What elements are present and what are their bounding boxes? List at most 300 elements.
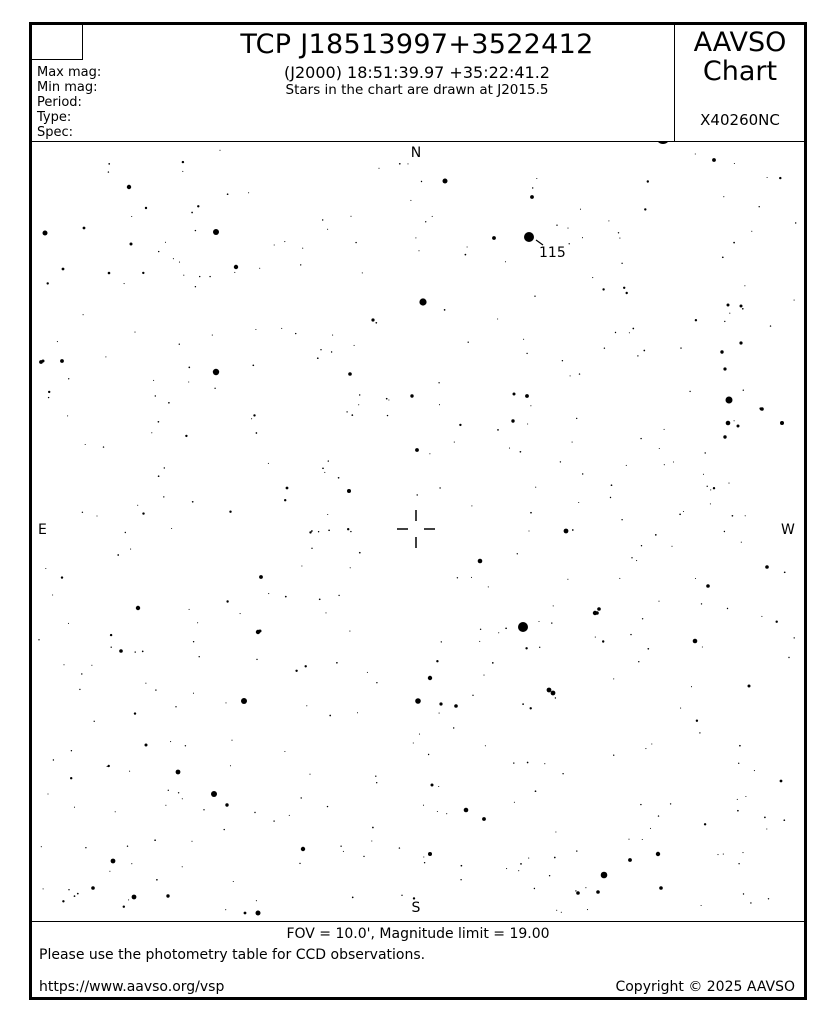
star [231,740,232,741]
star [701,905,702,906]
star [658,815,659,816]
star [457,577,458,578]
star [630,634,631,635]
star [284,499,286,501]
star [45,568,46,569]
star [733,242,735,244]
star [347,528,349,530]
star [726,421,731,426]
star-field [32,141,802,919]
star [611,484,613,486]
star [338,595,339,596]
star [527,423,528,424]
star [441,641,442,642]
star [765,565,769,569]
star [325,612,326,613]
star [576,891,580,895]
star [699,732,700,733]
star [130,243,133,246]
star [562,360,563,361]
star [62,268,65,271]
star [613,755,614,756]
star [417,494,418,495]
object-name: TCP J18513997+3522412 [240,29,594,60]
star [743,390,744,391]
star [523,339,524,340]
star [587,909,588,910]
star [317,357,319,359]
star [178,792,179,793]
star [751,231,752,232]
star [629,332,630,333]
star [621,263,622,264]
star [168,790,169,791]
star [211,791,217,797]
star [311,548,312,549]
chart-id: X40260NC [700,111,780,129]
star [517,553,518,554]
star [375,322,377,324]
star [103,446,104,447]
star [436,660,438,662]
star [727,304,730,307]
star [729,313,730,314]
star [324,472,325,473]
star [637,355,638,356]
star [399,163,401,165]
star [359,394,360,395]
star [737,799,738,800]
star [252,364,254,366]
star [505,627,507,629]
star [213,229,219,235]
star [70,777,72,779]
star [738,763,739,764]
star [302,248,303,249]
star [553,605,554,606]
star [506,868,507,869]
star [230,765,231,766]
star [429,453,430,454]
star [480,629,481,630]
star [327,806,328,807]
star [42,360,45,363]
star [85,444,86,445]
star [386,398,388,400]
star [645,748,646,749]
star [770,325,771,326]
star [492,236,496,240]
star [332,335,333,336]
star [165,242,166,243]
star [43,888,44,889]
star [723,435,726,438]
star [123,906,125,908]
star [722,256,724,258]
star [305,665,307,667]
star [471,505,472,506]
star [601,872,608,879]
star [759,206,760,207]
star [424,862,425,863]
star [192,501,194,503]
star [535,790,537,792]
star [203,809,204,810]
star [163,496,164,497]
star [240,613,241,614]
star [183,275,184,276]
star [329,715,331,717]
star [68,623,69,624]
east-label: E [38,522,47,538]
star [628,858,632,862]
star [125,532,126,533]
star [485,745,486,746]
star [74,895,76,897]
star [528,530,529,531]
star [567,228,568,229]
star [439,713,440,714]
star [415,448,419,452]
star [229,511,231,513]
star [564,529,569,534]
star [153,380,154,381]
star [492,662,494,664]
star [706,584,710,588]
star [38,639,39,640]
star [741,542,742,543]
star [301,565,302,566]
star [497,429,499,431]
star [720,350,723,353]
star [428,754,429,755]
star [77,893,79,895]
star [47,793,48,794]
star [185,745,186,746]
star [173,258,174,259]
star [656,852,660,856]
star [610,497,611,498]
south-label: S [411,900,421,916]
star [704,823,706,825]
star [145,744,148,747]
star [737,425,740,428]
star [142,651,144,653]
star [734,163,735,164]
star [105,356,106,357]
star [576,850,577,851]
copyright: Copyright © 2025 AAVSO [615,979,795,995]
star [363,856,364,857]
star [795,222,796,223]
star [378,168,379,169]
star [788,657,789,658]
vsp-url[interactable]: https://www.aavso.org/vsp [39,979,225,995]
star [401,895,402,896]
star [520,451,522,453]
star [371,840,372,841]
star [608,220,609,221]
star [695,578,696,579]
star [108,765,110,767]
star [724,531,725,532]
period-label: Period: [37,95,82,110]
star [707,486,708,487]
star [592,277,593,278]
star [199,276,200,277]
star [659,886,663,890]
star [350,216,351,217]
star [482,817,486,821]
star [295,333,296,334]
star [525,647,527,649]
star [468,342,469,343]
star [214,388,215,389]
star [241,698,247,704]
star [399,847,400,848]
star [732,515,734,517]
brand-line-1: AAVSO [693,27,787,58]
stars-layer [38,141,796,916]
star [376,682,377,683]
star [322,219,323,220]
star [129,771,130,772]
star [219,150,220,151]
star [354,345,355,346]
star [109,871,110,872]
star [359,552,361,554]
star [467,246,468,247]
star [453,727,454,728]
star [621,519,622,520]
star [71,750,72,751]
star [410,394,413,397]
star [664,464,665,465]
star [693,639,698,644]
star [91,665,92,666]
star [526,353,527,354]
star [191,841,192,842]
star [244,912,247,915]
star [185,435,187,437]
star [212,335,213,336]
chart-footer [32,921,804,998]
star [446,813,447,814]
star [108,272,111,275]
star [576,418,577,419]
target-reticle [397,510,435,548]
star [85,847,86,848]
star [745,515,746,516]
star [419,298,426,305]
star [656,141,670,144]
star [254,812,255,813]
star [94,721,95,722]
star [764,817,766,819]
star [57,341,58,342]
star [299,863,300,864]
star [224,829,225,830]
star [670,803,671,804]
star [128,899,129,900]
star [683,511,684,512]
star [710,503,711,504]
star [444,309,446,311]
star [289,815,290,816]
star [549,875,550,876]
star [547,688,552,693]
star [737,810,739,812]
star [259,268,260,269]
star [48,397,49,398]
star [253,414,255,416]
star [423,805,424,806]
star [137,505,138,506]
star [197,205,199,207]
star [479,641,480,642]
star [251,418,252,419]
star [518,622,528,632]
star [472,695,473,696]
star [428,852,432,856]
star [673,461,674,462]
star [780,780,783,783]
star [176,770,181,775]
star [79,689,80,690]
max-mag-label: Max mag: [37,65,102,80]
star [437,811,438,812]
star [274,244,275,245]
star [268,463,269,464]
star [286,487,289,490]
star [209,276,210,277]
star [285,596,287,598]
star [195,230,196,231]
star [554,857,556,859]
star [658,601,659,602]
star [182,798,183,799]
star [768,898,769,899]
star [428,676,432,680]
star [438,786,439,787]
star [328,460,329,461]
star [478,559,483,564]
star [68,378,69,379]
star [53,759,54,760]
star [560,461,561,462]
star [561,912,562,913]
star [640,438,641,439]
star [170,741,171,742]
star [213,369,219,375]
star [127,846,128,847]
star [734,420,735,421]
star [233,881,234,882]
star [119,649,123,653]
fov-text: FOV = 10.0', Magnitude limit = 19.00 [286,926,550,942]
star [142,512,144,514]
star [723,367,726,370]
star [117,554,119,556]
star [454,442,455,443]
star [728,483,729,484]
star [572,529,574,531]
star [439,404,440,405]
star [727,608,728,609]
star [156,879,158,881]
star [195,286,196,287]
star [695,319,697,321]
star [745,796,746,797]
star [423,856,424,857]
star [596,890,600,894]
star [259,630,262,633]
star [322,467,324,469]
star [738,863,739,864]
star [336,662,338,664]
star [111,647,112,648]
star [570,375,571,376]
star [155,689,156,690]
star [556,910,557,911]
star [619,238,620,239]
star [255,329,256,330]
star [164,467,165,468]
star [528,858,529,859]
star [110,634,112,636]
comparison-label-115: 115 [539,245,566,261]
star [193,641,194,642]
star [643,350,645,352]
star [585,887,586,888]
star [742,308,744,310]
star [520,863,522,865]
star [331,351,332,352]
star [647,180,649,182]
star [375,776,376,777]
star [131,863,132,864]
star [182,866,183,867]
header-corner-box [32,25,83,60]
star [551,622,552,623]
star [569,243,570,244]
star [225,803,228,806]
star [134,332,135,333]
star [703,474,704,475]
star [723,854,724,855]
star [724,321,725,322]
star [712,158,716,162]
star [432,216,433,217]
star [151,432,152,433]
star [346,411,347,412]
star [320,349,321,350]
star [555,697,556,698]
star [551,691,556,696]
star [538,621,539,622]
star [794,300,795,301]
star [535,487,536,488]
star [748,685,751,688]
star [742,852,743,853]
star [415,698,421,704]
star [413,742,414,743]
star [680,347,681,348]
star [155,395,156,396]
star [130,549,131,550]
star [158,475,160,477]
star [60,359,64,363]
